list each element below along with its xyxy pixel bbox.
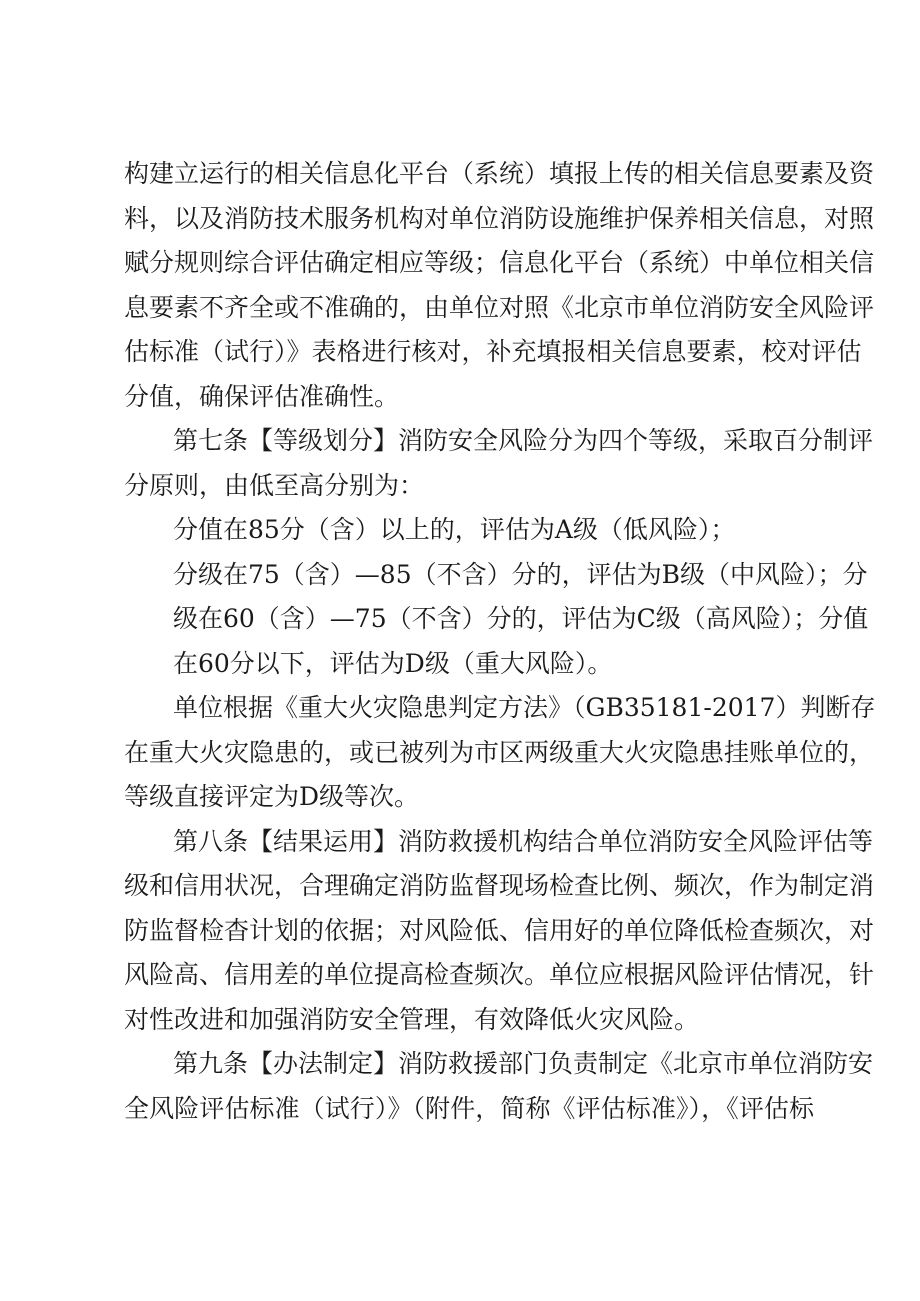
text-line: 防监督检杳计划的依据；对风险低、信用好的单位降低检查频次，对 (124, 915, 875, 945)
text-line: 在重大火灾隐患的，或已被列为市区两级重大火灾隐患挂账单位的， (124, 737, 875, 767)
text-line: 料，以及消防技术服务机构对单位消防设施维护保养相关信息，对照 (124, 203, 875, 233)
paragraph-major-hazard (124, 686, 876, 820)
text-line: 第九条【办法制定】消防救援部门负责制定《北京市单位消防安 (173, 1049, 874, 1078)
text-line: 级和信用状况，合理确定消防监督现场检查比例、频次，作为制定消 (124, 871, 875, 900)
text-line: 估标准（试行）》表格进行核对，补充填报相关信息要素，校对评估 (124, 337, 862, 366)
text-line: 分级在75（含）—85（不含）分的，评估为B级（中风险）；分 (173, 559, 868, 589)
text-line: 第七条【等级划分】消防安全风险分为四个等级，采取百分制评 (173, 426, 874, 455)
text-line: 对性改进和加强消防安全管理，有效降低火灾风险。 (124, 1004, 700, 1034)
body-text (124, 152, 876, 1131)
paragraph-scoring-method (124, 152, 875, 419)
text-line: 单位根据《重大火灾隐患判定方法》（GB35181-2017）判断存 (173, 693, 876, 722)
text-line: 赋分规则综合评估确定相应等级；信息化平台（系统）中单位相关信 (124, 248, 875, 277)
text-line: 风险高、信用差的单位提高检查频次。单位应根据风险评估情况，针 (124, 960, 875, 989)
text-line: 在60分以下，评估为D级（重大风险）。 (173, 648, 613, 678)
paragraph-grades-b-c-d (124, 553, 869, 687)
text-line: 第八条【结果运用】消防救援机构结合单位消防安全风险评估等 (173, 826, 874, 856)
paragraph-article-7 (124, 419, 874, 508)
text-line: 息要素不齐全或不准确的，由单位对照《北京市单位消防安全风险评 (124, 292, 875, 322)
paragraph-grade-a (124, 508, 814, 553)
text-line: 级在60（含）—75（不含）分的，评估为C级（高风险）；分值 (173, 604, 869, 633)
text-line: 分值，确保评估准确性。 (124, 381, 400, 411)
text-line: 全风险评估标准（试行）》（附件，简称《评估标准》），《评估标 (124, 1093, 814, 1123)
text-line: 构建立运行的相关信息化平台（系统）填报上传的相关信息要素及资 (124, 159, 875, 188)
paragraph-article-9 (124, 1042, 874, 1131)
text-line: 等级直接评定为D级等次。 (124, 782, 420, 811)
text-line: 分原则，由低至高分别为： (124, 470, 425, 500)
paragraph-article-8 (124, 820, 875, 1043)
text-line: 分值在85分（含）以上的，评估为A级（低风险）； (173, 515, 736, 544)
